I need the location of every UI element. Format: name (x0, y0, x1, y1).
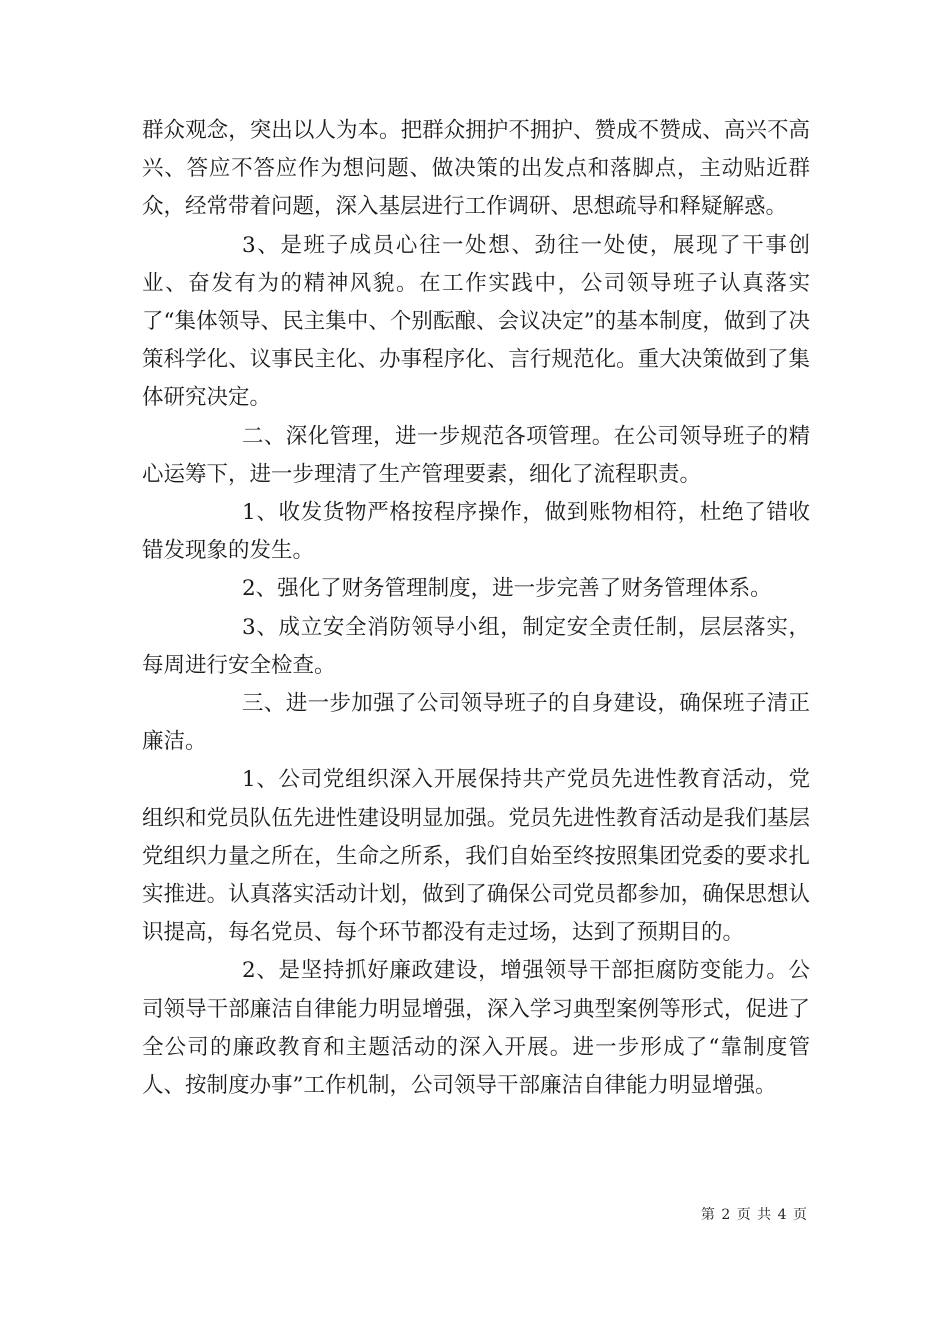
section-heading-2-deepen-management: 二、深化管理，进一步规范各项管理。在公司领导班子的精心运筹下，进一步理清了生产管理要素，细化了流程职责。 (142, 423, 810, 487)
paragraph-item-2-integrity: 2、是坚持抓好廉政建设，增强领导干部拒腐防变能力。公司领导干部廉洁自律能力明显增强，深入学习典型案例等形式，促进了全公司的廉政教育和主题活动的深入开展。进一步形成了“靠制度管人、按制度办事”工作机制，公司领导干部廉洁自律能力明显增强。 (142, 958, 810, 1099)
paragraph-item-3-safety: 3、成立安全消防领导小组，制定安全责任制，层层落实，每周进行安全检查。 (142, 614, 810, 678)
paragraph-item-1-party-education: 1、公司党组织深入开展保持共产党员先进性教育活动，党组织和党员队伍先进性建设明显加强。党员先进性教育活动是我们基层党组织力量之所在，生命之所系，我们自始至终按照集团党委的要求扎实推进。认真落实活动计划，做到了确保公司党员都参加，确保思想认识提高，每名党员、每个环节都没有走过场，达到了预期目的。 (142, 767, 810, 946)
paragraph-item-3-team-unity: 3、是班子成员心往一处想、劲往一处使，展现了干事创业、奋发有为的精神风貌。在工作实践中，公司领导班子认真落实了“集体领导、民主集中、个别酝酿、会议决定”的基本制度，做到了决策科学化、议事民主化、办事程序化、言行规范化。重大决策做到了集体研究决定。 (142, 232, 810, 411)
page-number-footer: 第 2 页 共 4 页 (700, 1207, 808, 1223)
document-body (142, 112, 810, 1105)
paragraph-continuation: 群众观念，突出以人为本。把群众拥护不拥护、赞成不赞成、高兴不高兴、答应不答应作为想问题、做决策的出发点和落脚点，主动贴近群众，经常带着问题，深入基层进行工作调研、思想疏导和释疑解惑。 (142, 118, 810, 220)
paragraph-item-1-goods-handling: 1、收发货物严格按程序操作，做到账物相符，杜绝了错收错发现象的发生。 (142, 500, 810, 564)
paragraph-item-2-finance: 2、强化了财务管理制度，进一步完善了财务管理体系。 (242, 576, 772, 602)
section-heading-3-self-building: 三、进一步加强了公司领导班子的自身建设，确保班子清正廉洁。 (142, 691, 810, 755)
